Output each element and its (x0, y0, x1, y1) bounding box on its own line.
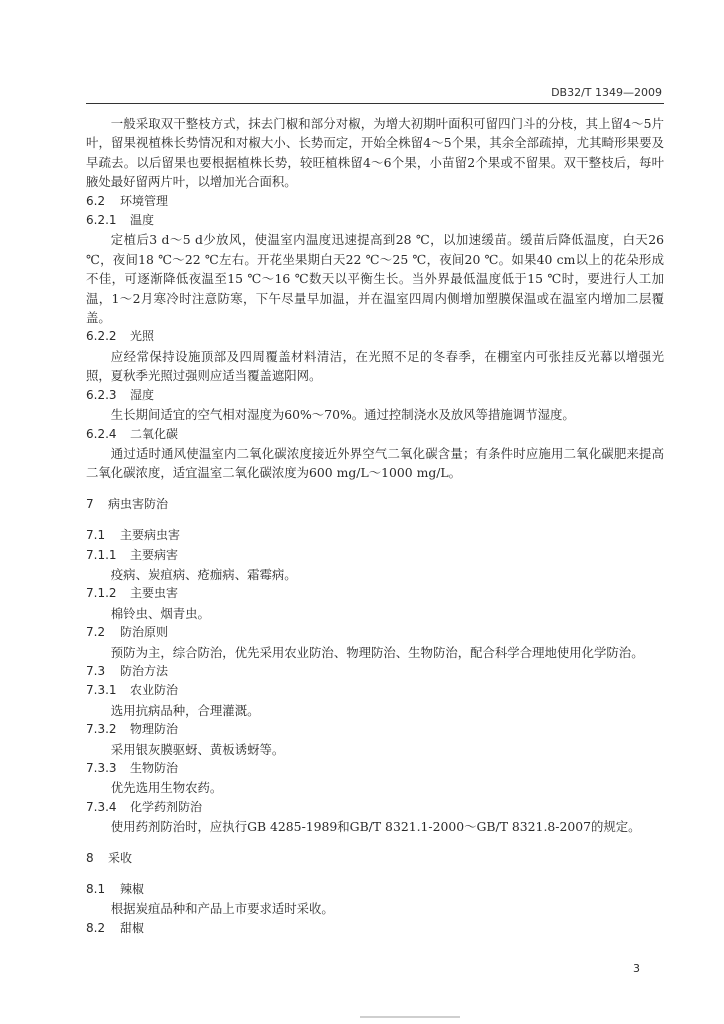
body-paragraph: 疫病、炭疽病、疮痂病、霜霉病。 (110, 566, 297, 582)
body-paragraph: 定植后3 d～5 d少放风，使温室内温度迅速提高到28 ℃，以加速缓苗。缓苗后降低温度，白天26 ℃，夜间18 ℃～22 ℃左右。开花坐果期白天22 ℃～25 ℃，夜间20 ℃。如果40 cm以上的花朵形成不佳，可逐渐降低夜温至15 ℃～16 ℃数天以平衡生长。当外界最低温度低于15 ℃时，要进行人工加温，1～2月寒冷时注意防寒，下午尽量早加温，并在温室四周内侧增加塑膜保温或在温室内增加二层覆盖。 (86, 232, 664, 326)
section-number: 7.1.2 (86, 586, 117, 601)
section-number: 8.1 (86, 882, 106, 897)
body-paragraph: 生长期间适宜的空气相对湿度为60%～70%。通过控制浇水及放风等措施调节湿度。 (110, 407, 575, 423)
body-paragraph: 选用抗病品种，合理灌溉。 (110, 702, 260, 718)
section-heading (86, 425, 664, 444)
section-title: 辣椒 (120, 882, 145, 897)
section-title: 采收 (108, 850, 133, 865)
document-body (86, 114, 664, 938)
body-paragraph: 棉铃虫、烟青虫。 (110, 605, 210, 621)
section-title: 物理防治 (130, 722, 179, 737)
body-paragraph: 通过适时通风使温室内二氧化碳浓度接近外界空气二氧化碳含量；有条件时应施用二氧化碳肥来提高二氧化碳浓度，适宜温室二氧化碳浓度为600 mg/L～1000 mg/L。 (86, 445, 664, 481)
body-paragraph: 根据炭疽品种和产品上市要求适时采收。 (110, 901, 334, 917)
section-title: 主要病虫害 (120, 528, 181, 543)
section-number: 6.2.2 (86, 329, 117, 344)
section-title: 生物防治 (130, 761, 179, 775)
section-heading (86, 720, 664, 739)
page-number: 3 (633, 962, 640, 975)
section-title: 温度 (130, 213, 155, 228)
section-heading (86, 526, 664, 545)
section-heading (86, 623, 664, 642)
section-heading (86, 849, 664, 868)
section-number: 7.3.3 (86, 761, 117, 775)
section-heading (86, 759, 664, 778)
section-number: 8 (86, 850, 94, 865)
section-title: 化学药剂防治 (130, 799, 203, 814)
section-number: 7.1.1 (86, 547, 117, 562)
section-title: 甜椒 (120, 920, 145, 935)
section-title: 主要病害 (130, 547, 179, 562)
section-heading (86, 386, 664, 405)
section-heading (86, 495, 664, 514)
section-heading (86, 327, 664, 346)
section-number: 7.3.2 (86, 722, 117, 737)
section-title: 防治方法 (120, 663, 169, 678)
section-number: 7.3.1 (86, 683, 117, 698)
body-paragraph: 采用银灰膜驱蚜、黄板诱蚜等。 (110, 741, 285, 757)
section-number: 7.1 (86, 528, 106, 543)
section-number: 6.2 (86, 193, 106, 208)
body-paragraph: 预防为主，综合防治，优先采用农业防治、物理防治、生物防治，配合科学合理地使用化学防治。 (110, 644, 644, 660)
body-paragraph: 优先选用生物农药。 (110, 780, 223, 796)
section-title: 病虫害防治 (108, 496, 169, 511)
body-paragraph: 一般采取双干整枝方式，抹去门椒和部分对椒，为增大初期叶面积可留四门斗的分枝，其上留4～5片叶，留果视植株长势情况和对椒大小、长势而定，开始全株留4～5个果，其余全部疏掉，尤其畸形果要及早疏去。以后留果也要根据植株长势，较旺植株留4～6个果，小苗留2个果或不留果。双干整枝后，每叶腋处最好留两片叶，以增加光合面积。 (86, 116, 664, 190)
section-title: 湿度 (130, 387, 155, 402)
section-heading (86, 880, 664, 899)
body-paragraph: 使用药剂防治时，应执行GB 4285-1989和GB/T 8321.1-2000～GB/T 8321.8-2007的规定。 (110, 819, 641, 835)
section-number: 7.3 (86, 663, 106, 678)
section-heading (86, 211, 664, 230)
section-number: 8.2 (86, 920, 106, 935)
section-title: 二氧化碳 (130, 426, 179, 441)
section-heading (86, 546, 664, 565)
section-title: 光照 (130, 329, 155, 344)
section-heading (86, 919, 664, 938)
section-gap (86, 868, 664, 880)
section-gap (86, 837, 664, 849)
section-heading (86, 584, 664, 603)
header-rule (86, 103, 664, 104)
section-heading (86, 798, 664, 817)
section-gap (86, 483, 664, 495)
body-paragraph: 应经常保持设施顶部及四周覆盖材料清洁，在光照不足的冬春季，在棚室内可张挂反光幕以增强光照，夏秋季光照过强则应适当覆盖遮阳网。 (86, 348, 664, 384)
section-title: 防治原则 (120, 625, 169, 640)
section-number: 6.2.1 (86, 213, 117, 228)
section-number: 6.2.3 (86, 387, 117, 402)
section-gap (86, 514, 664, 526)
scan-artifact (360, 1016, 460, 1018)
section-number: 7.3.4 (86, 799, 117, 814)
document-code: DB32/T 1349—2009 (551, 86, 662, 99)
section-number: 6.2.4 (86, 426, 117, 441)
section-heading (86, 662, 664, 681)
section-title: 环境管理 (120, 193, 169, 208)
section-title: 主要虫害 (130, 586, 179, 601)
section-heading (86, 681, 664, 700)
section-number: 7 (86, 496, 94, 511)
section-number: 7.2 (86, 625, 106, 640)
section-title: 农业防治 (130, 683, 179, 698)
section-heading (86, 192, 664, 211)
